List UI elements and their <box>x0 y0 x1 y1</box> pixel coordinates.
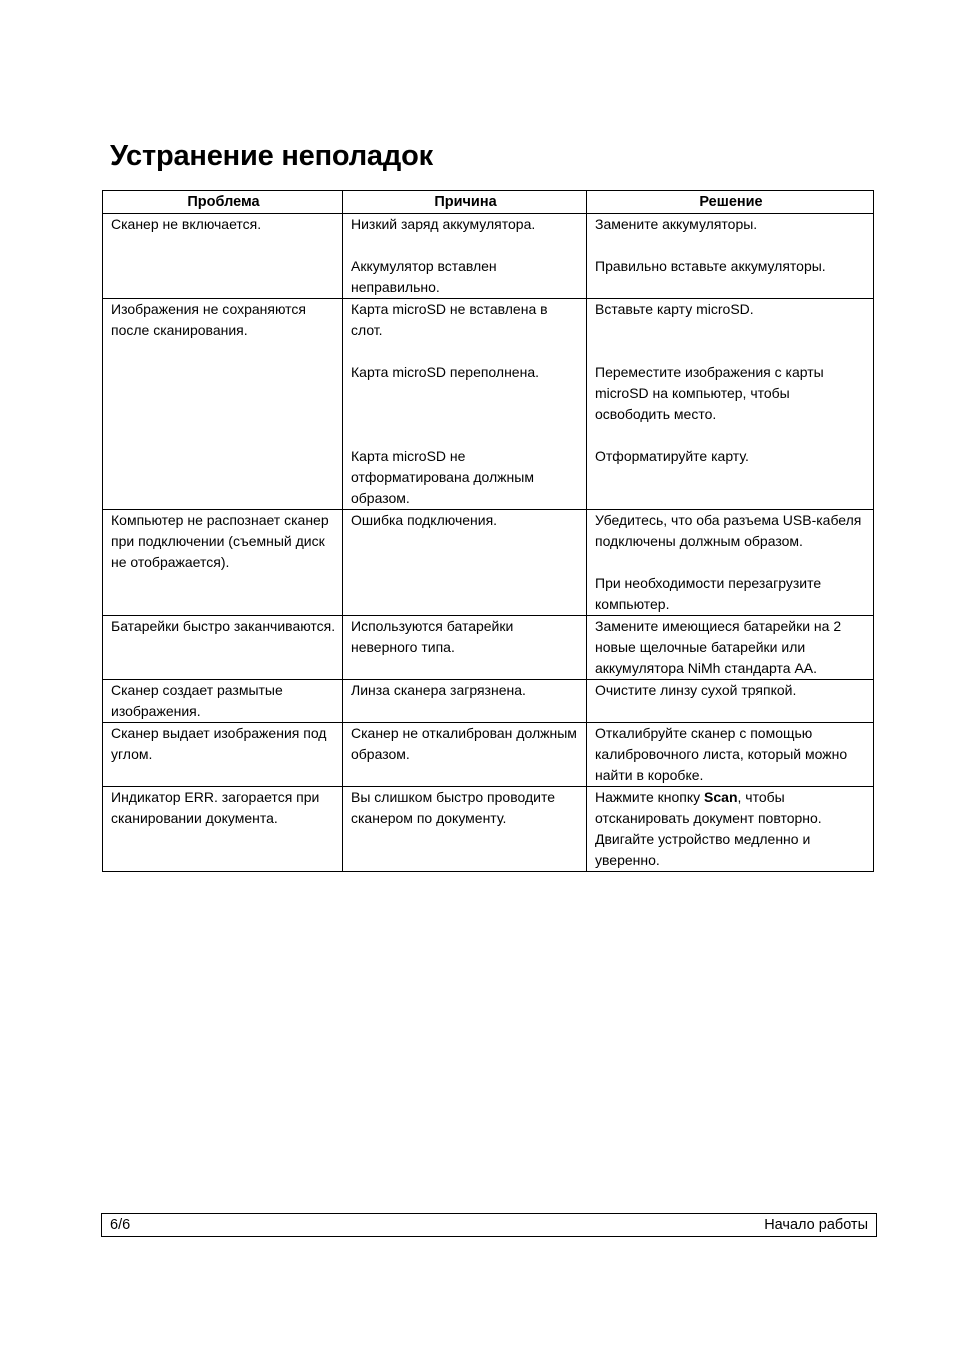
problem-cell <box>103 214 343 299</box>
solution-text: Убедитесь, что оба разъема USB-кабеля подключены должным образом. <box>595 512 862 549</box>
problem-text: Сканер не включается. <box>111 216 262 232</box>
cause-text: Карта microSD не отформатирована должным образом. <box>351 448 534 506</box>
problem-cell <box>103 616 343 680</box>
solution-text: Откалибруйте сканер с помощью калибровочного листа, который можно найти в коробке. <box>595 725 848 783</box>
solution-cell <box>587 299 874 510</box>
cause-text: Сканер не откалиброван должным образом. <box>351 725 577 762</box>
solution-text: При необходимости перезагрузите компьютер. <box>595 575 822 612</box>
problem-text: Сканер создает размытые изображения. <box>111 682 283 719</box>
solution-cell <box>587 616 874 680</box>
cause-cell <box>343 723 587 787</box>
solution-cell <box>587 723 874 787</box>
problem-text: Компьютер не распознает сканер при подключении (съемный диск не отображается). <box>111 512 329 570</box>
table-row <box>103 510 874 616</box>
cause-text: Линза сканера загрязнена. <box>351 682 526 698</box>
cause-text: Аккумулятор вставлен неправильно. <box>351 258 497 295</box>
problem-cell <box>103 787 343 872</box>
column-header-cause: Причина <box>343 191 587 214</box>
problem-cell <box>103 680 343 723</box>
cause-cell <box>343 510 587 616</box>
table-row <box>103 680 874 723</box>
solution-cell <box>587 214 874 299</box>
table-row <box>103 214 874 299</box>
cause-cell <box>343 616 587 680</box>
solution-cell <box>587 787 874 872</box>
table-row <box>103 616 874 680</box>
problem-text: Батарейки быстро заканчиваются. <box>111 618 336 634</box>
cause-cell <box>343 680 587 723</box>
solution-text: Замените имеющиеся батарейки на 2 новые щелочные батарейки или аккумулятора NiMh стандарта AA. <box>595 618 842 676</box>
problem-cell <box>103 510 343 616</box>
cause-cell <box>343 214 587 299</box>
solution-text: Очистите линзу сухой тряпкой. <box>595 682 797 698</box>
cause-text: Карта microSD не вставлена в слот. <box>351 301 548 338</box>
solution-text: Отформатируйте карту. <box>595 448 749 464</box>
table-header-row <box>103 191 874 214</box>
solution-cell <box>587 680 874 723</box>
problem-text: Индикатор ERR. загорается при сканировании документа. <box>111 789 320 826</box>
cause-cell <box>343 787 587 872</box>
table-row <box>103 723 874 787</box>
problem-cell <box>103 299 343 510</box>
cause-text: Вы слишком быстро проводите сканером по документу. <box>351 789 555 826</box>
page-footer <box>101 1213 877 1237</box>
solution-text: Правильно вставьте аккумуляторы. <box>595 258 826 274</box>
problem-text: Сканер выдает изображения под углом. <box>111 725 327 762</box>
cause-text: Ошибка подключения. <box>351 512 498 528</box>
table-row <box>103 787 874 872</box>
cause-cell <box>343 299 587 510</box>
solution-text-before: Нажмите кнопку <box>595 789 705 805</box>
solution-text <box>595 787 867 871</box>
solution-cell <box>587 510 874 616</box>
cause-text: Карта microSD переполнена. <box>351 364 540 380</box>
column-header-solution: Решение <box>587 191 874 214</box>
column-header-problem: Проблема <box>103 191 343 214</box>
solution-text: Переместите изображения с карты microSD на компьютер, чтобы освободить место. <box>595 364 824 422</box>
cause-text: Используются батарейки неверного типа. <box>351 618 514 655</box>
table-row <box>103 299 874 510</box>
section-name: Начало работы <box>764 1217 868 1233</box>
solution-text: Вставьте карту microSD. <box>595 301 754 317</box>
scan-button-label: Scan <box>704 789 738 805</box>
problem-text: Изображения не сохраняются после сканирования. <box>111 301 306 338</box>
solution-text: Замените аккумуляторы. <box>595 216 758 232</box>
page-number: 6/6 <box>110 1217 131 1233</box>
page-title: Устранение неполадок <box>110 140 433 172</box>
solution-text-after: , чтобы отсканировать документ повторно. Двигайте устройство медленно и уверенно. <box>595 789 822 868</box>
troubleshooting-table <box>102 190 874 872</box>
cause-text: Низкий заряд аккумулятора. <box>351 216 536 232</box>
problem-cell <box>103 723 343 787</box>
